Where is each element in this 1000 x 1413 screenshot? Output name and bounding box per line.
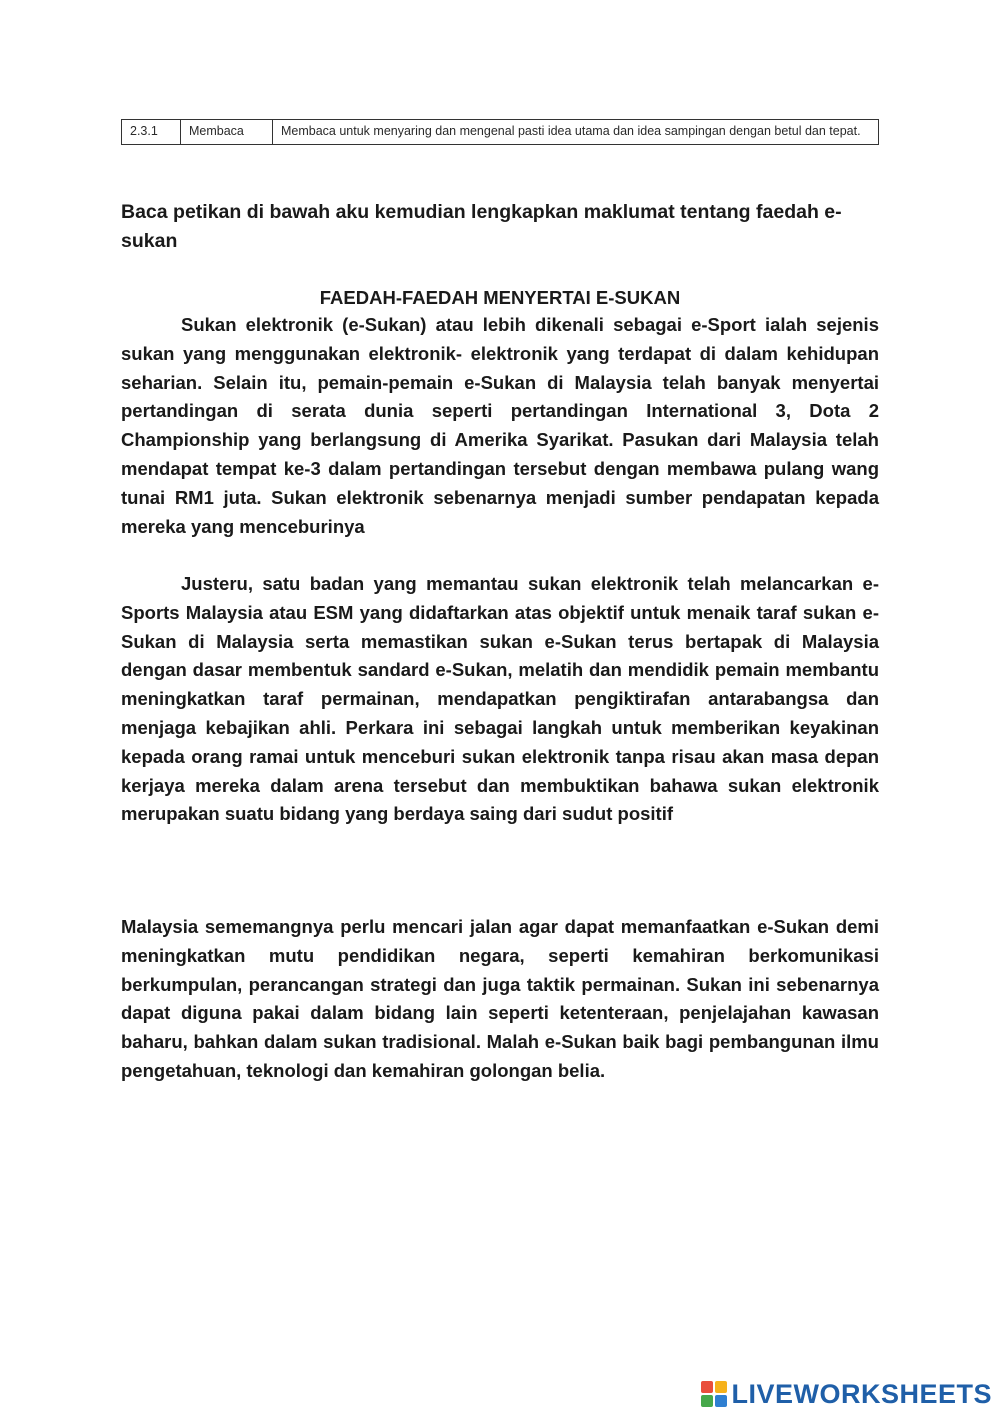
passage-paragraph-1: Sukan elektronik (e-Sukan) atau lebih dikenali sebagai e-Sport ialah sejenis sukan yang menggunakan elektronik- elektronik yang terdapat di dalam kehidupan seharian. Selain itu, pemain-pemain e-Sukan di Malaysia telah banyak menyertai pertandingan di serata dunia seperti pertandingan International 3, Dota 2 Championship yang berlangsung di Amerika Syarikat. Pasukan dari Malaysia telah mendapat tempat ke-3 dalam pertandingan tersebut dengan membawa pulang wang tunai RM1 juta. Sukan elektronik sebenarnya menjadi sumber pendapatan kepada mereka yang menceburinya	[121, 314, 879, 537]
liveworksheets-watermark	[701, 1379, 992, 1409]
table-row	[122, 120, 879, 145]
passage-title: FAEDAH-FAEDAH MENYERTAI E-SUKAN	[319, 287, 681, 308]
passage-paragraph-2: Justeru, satu badan yang memantau sukan elektronik telah melancarkan e-Sports Malaysia atau ESM yang didaftarkan atas objektif untuk menaik taraf sukan e-Sukan di Malaysia serta memastikan sukan e-Sukan terus bertapak di Malaysia dengan dasar membentuk sandard e-Sukan, melatih dan mendidik pemain membantu meningkatkan taraf permainan, mendapatkan pengiktirafan antarabangsa dan menjaga kebajikan ahli. Perkara ini sebagai langkah untuk memberikan keyakinan kepada orang ramai untuk menceburi sukan elektronik tanpa risau akan masa depan kerjaya mereka dalam arena tersebut dan membuktikan bahawa sukan elektronik merupakan suatu bidang yang berdaya saing dari sudut positif	[121, 573, 879, 825]
instruction-text: Baca petikan di bawah aku kemudian lengkapkan maklumat tentang faedah e-sukan	[121, 201, 842, 252]
liveworksheets-logo-icon	[701, 1381, 727, 1407]
learning-standard-table	[121, 119, 879, 145]
standard-code: 2.3.1	[122, 120, 181, 145]
standard-description: Membaca untuk menyaring dan mengenal pasti idea utama dan idea sampingan dengan betul dan tepat.	[273, 120, 879, 145]
watermark-text: LIVEWORKSHEETS	[731, 1379, 992, 1409]
standard-skill: Membaca	[181, 120, 273, 145]
passage-paragraph-3: Malaysia sememangnya perlu mencari jalan agar dapat memanfaatkan e-Sukan demi meningkatkan mutu pendidikan negara, seperti kemahiran berkomunikasi berkumpulan, perancangan strategi dan juga taktik permainan. Sukan ini sebenarnya dapat diguna pakai dalam bidang lain seperti ketenteraan, penjelajahan kawasan baharu, bahkan dalam sukan tradisional. Malah e-Sukan baik bagi pembangunan ilmu pengetahuan, teknologi dan kemahiran golongan belia.	[121, 916, 879, 1081]
